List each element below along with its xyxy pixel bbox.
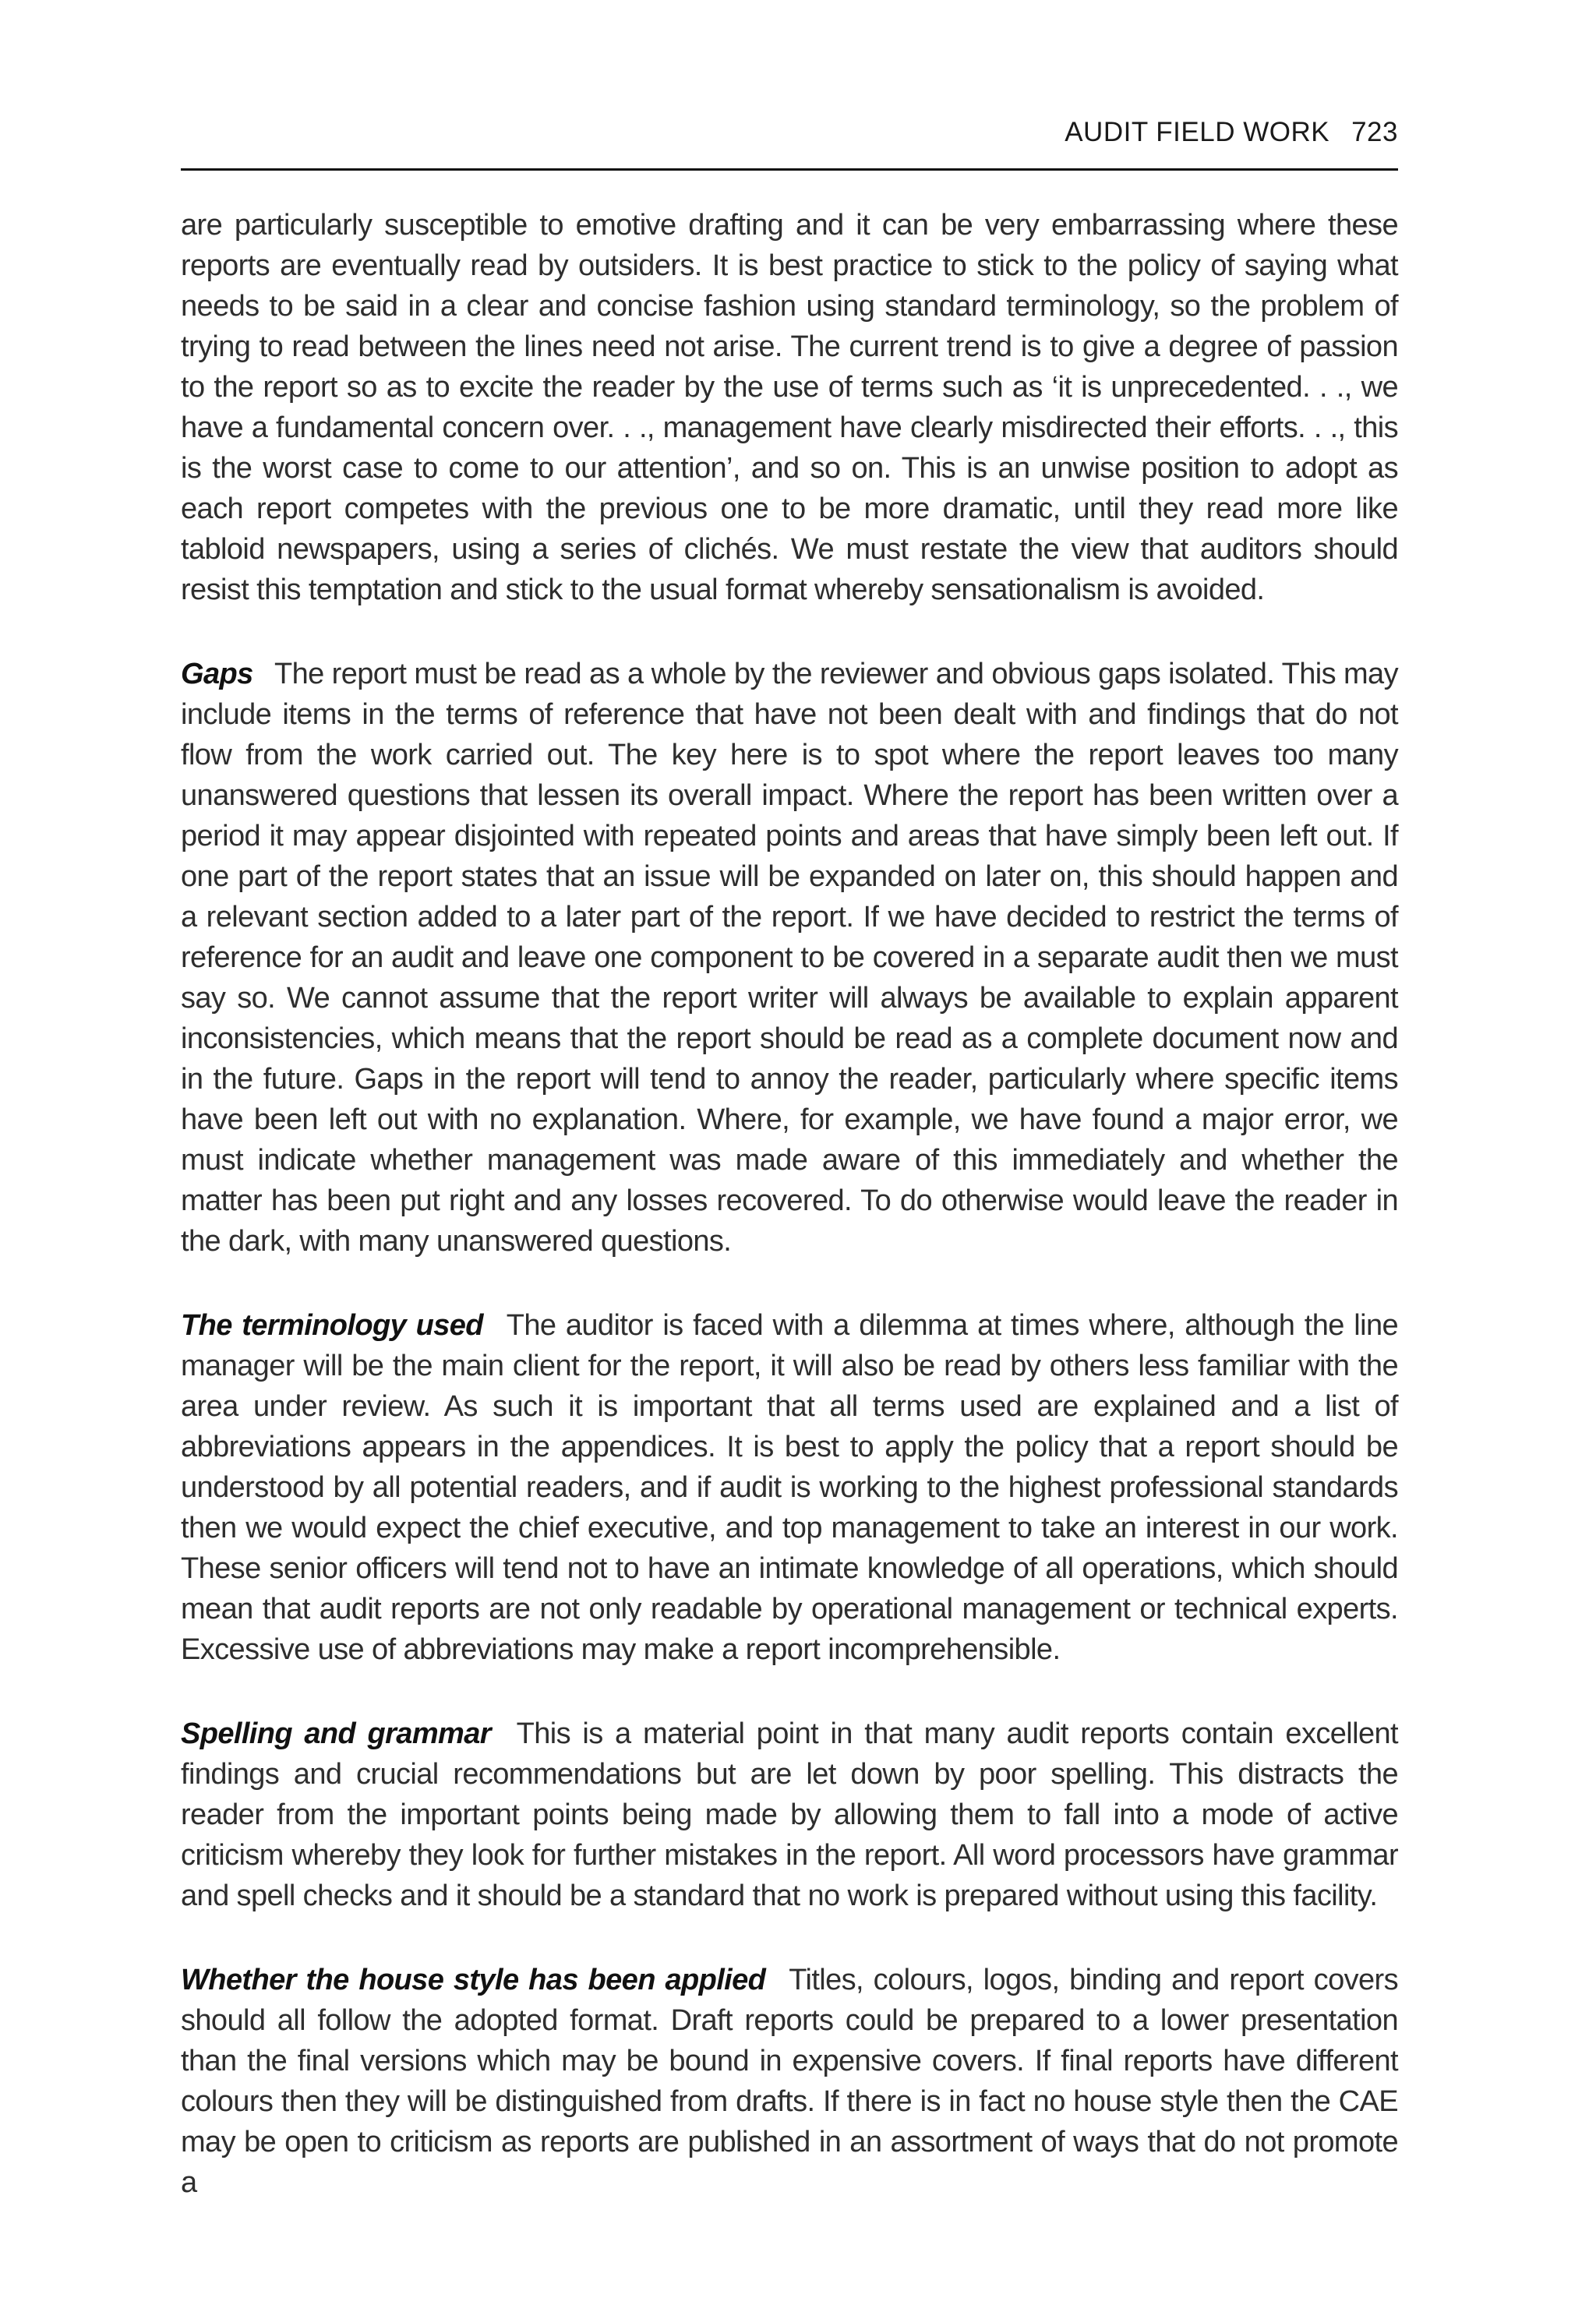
body-text <box>181 205 1398 2203</box>
paragraph-text: Titles, colours, logos, binding and report covers should all follow the adopted format. Draft reports could be prepared to a lower presentation than the final versions which may be bound in expensive covers. If final reports have different colours then they will be distinguished from drafts. If there is in fact no house style then the CAE may be open to criticism as reports are published in an assortment of ways that do not promote a <box>181 1964 1398 2199</box>
running-head <box>181 117 1398 171</box>
paragraph-spelling <box>181 1714 1398 1916</box>
paragraph-heading: Gaps <box>181 658 253 690</box>
paragraph-text: This is a material point in that many audit reports contain excellent findings and crucial recommendations but are let down by poor spelling. This distracts the reader from the important points being made by allowing them to fall into a mode of active criticism whereby they look for further mistakes in the report. All word processors have grammar and spell checks and it should be a standard that no work is prepared without using this facility. <box>181 1717 1398 1912</box>
book-page <box>181 117 1398 2247</box>
paragraph-terminology <box>181 1305 1398 1670</box>
paragraph-house-style <box>181 1960 1398 2203</box>
paragraph-text: The report must be read as a whole by the reviewer and obvious gaps isolated. This may include items in the terms of reference that have not been dealt with and findings that do not flow from the work carried out. The key here is to spot where the report leaves too many unanswered questions that lessen its overall impact. Where the report has been written over a period it may appear disjointed with repeated points and areas that have simply been left out. If one part of the report states that an issue will be expanded on later on, this should happen and a relevant section added to a later part of the report. If we have decided to restrict the terms of reference for an audit and leave one component to be covered in a separate audit then we must say so. We cannot assume that the report writer will always be available to explain apparent inconsistencies, which means that the report should be read as a complete document now and in the future. Gaps in the report will tend to annoy the reader, particularly where specific items have been left out with no explanation. Where, for example, we have found a major error, we must indicate whether management was made aware of this immediately and whether the matter has been put right and any losses recovered. To do otherwise would leave the reader in the dark, with many unanswered questions. <box>181 658 1398 1258</box>
paragraph-text: are particularly susceptible to emotive drafting and it can be very embarrassing where these reports are eventually read by outsiders. It is best practice to stick to the policy of saying what needs to be said in a clear and concise fashion using standard terminology, so the problem of trying to read between the lines need not arise. The current trend is to give a degree of passion to the report so as to excite the reader by the use of terms such as ‘it is unprecedented. . ., we have a fundamental concern over. . ., management have clearly misdirected their efforts. . ., this is the worst case to come to our attention’, and so on. This is an unwise position to adopt as each report competes with the previous one to be more dramatic, until they read more like tabloid newspapers, using a series of clichés. We must restate the view that auditors should resist this temptation and stick to the usual format whereby sensationalism is avoided. <box>181 209 1398 606</box>
paragraph-text: The auditor is faced with a dilemma at times where, although the line manager will be the main client for the report, it will also be read by others less familiar with the area under review. As such it is important that all terms used are explained and a list of abbreviations appears in the appendices. It is best to apply the policy that a report should be understood by all potential readers, and if audit is working to the highest professional standards then we would expect the chief executive, and top management to take an interest in our work. These senior officers will tend not to have an intimate knowledge of all operations, which should mean that audit reports are not only readable by operational management or technical experts. Excessive use of abbreviations may make a report incomprehensible. <box>181 1309 1399 1666</box>
paragraph-heading: Whether the house style has been applied <box>181 1964 766 1996</box>
paragraph-continuation <box>181 205 1398 610</box>
paragraph-heading: The terminology used <box>181 1309 483 1342</box>
paragraph-gaps <box>181 654 1398 1262</box>
paragraph-heading: Spelling and grammar <box>181 1717 491 1750</box>
running-head-title: AUDIT FIELD WORK <box>1065 117 1330 147</box>
page-number: 723 <box>1351 117 1398 147</box>
